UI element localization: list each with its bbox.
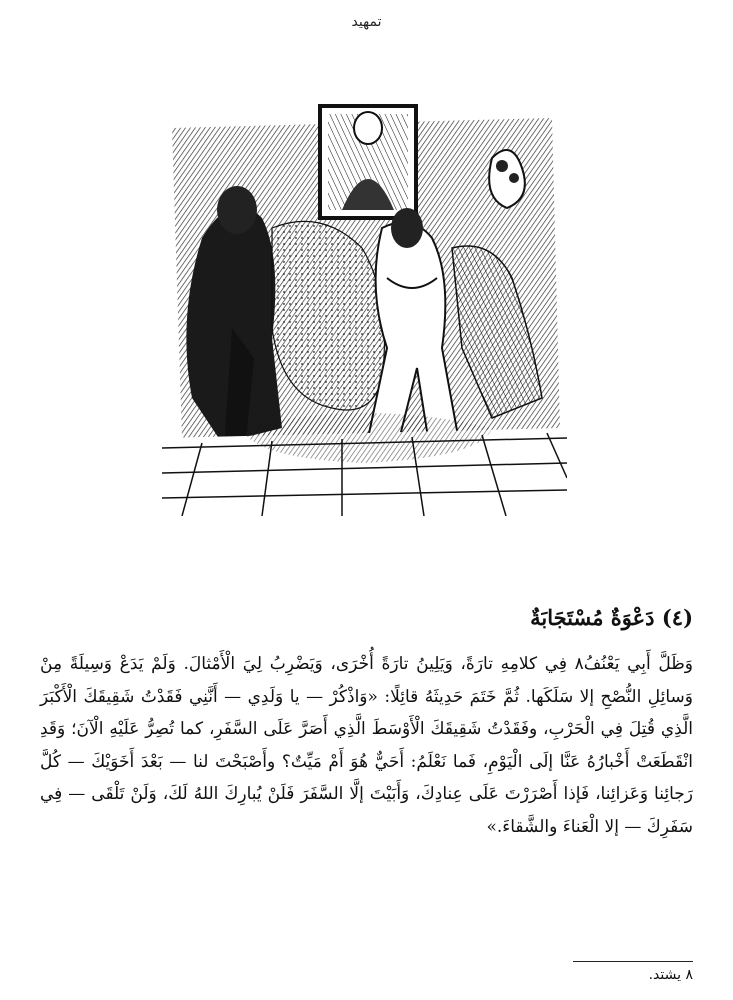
engraving-illustration bbox=[162, 98, 567, 516]
running-header: تمهيد bbox=[351, 14, 382, 30]
section-heading: (٤) دَعْوَةٌ مُسْتَجَابَةٌ bbox=[530, 605, 693, 630]
body-paragraph: وَظَلَّ أَبِي يَعْنُفُ٨ فِي كلامِهِ تارَةً، وَيَلِينُ تارَةً أُخْرَى، وَيَضْرِبُ لِيَ الْأَمْثالَ. وَلَمْ يَدَعْ وَسِيلَةً مِنْ وَسائِلِ النُّصْحِ إلا سَلَكَها. ثُمَّ خَتَمَ حَدِيثَهُ قائِلًا: «وَاذْكُرْ — يا وَلَدِي — أَنَّنِي فَقَدْتُ شَقِيقَكَ الْأَكْبَرَ الَّذِي قُتِلَ فِي الْحَرْبِ، وفَقَدْتُ شَقِيقَكَ الْأَوْسَطَ الَّذِي أَصَرَّ عَلَى السَّفَرِ، كما تُصِرُّ عَلَيْهِ الْآنَ؛ وَقَدِ انْقَطَعَتْ أَخْبارُهُ عَنَّا إلَى الْيَوْمِ، فَما نَعْلَمُ: أَحَيٌّ هُوَ أَمْ مَيِّتٌ؟ وأَصْبَحْتَ لنا — بَعْدَ أَخَوَيْكَ — كُلَّ رَجائِنا وَعَزائِنا، فَإذا أَصْرَرْتَ عَلَى عِنادِكَ، وَأَبَيْتَ إلَّا السَّفَرَ فَلَنْ يُبارِكَ اللهُ لَكَ، وَلَنْ تَلْقَى — فِي سَفَرِكَ — إلا الْعَناءَ والشَّقاءَ.» bbox=[40, 654, 693, 837]
footnote-divider bbox=[573, 961, 693, 962]
footnote: ٨ يشتد. bbox=[648, 967, 693, 983]
